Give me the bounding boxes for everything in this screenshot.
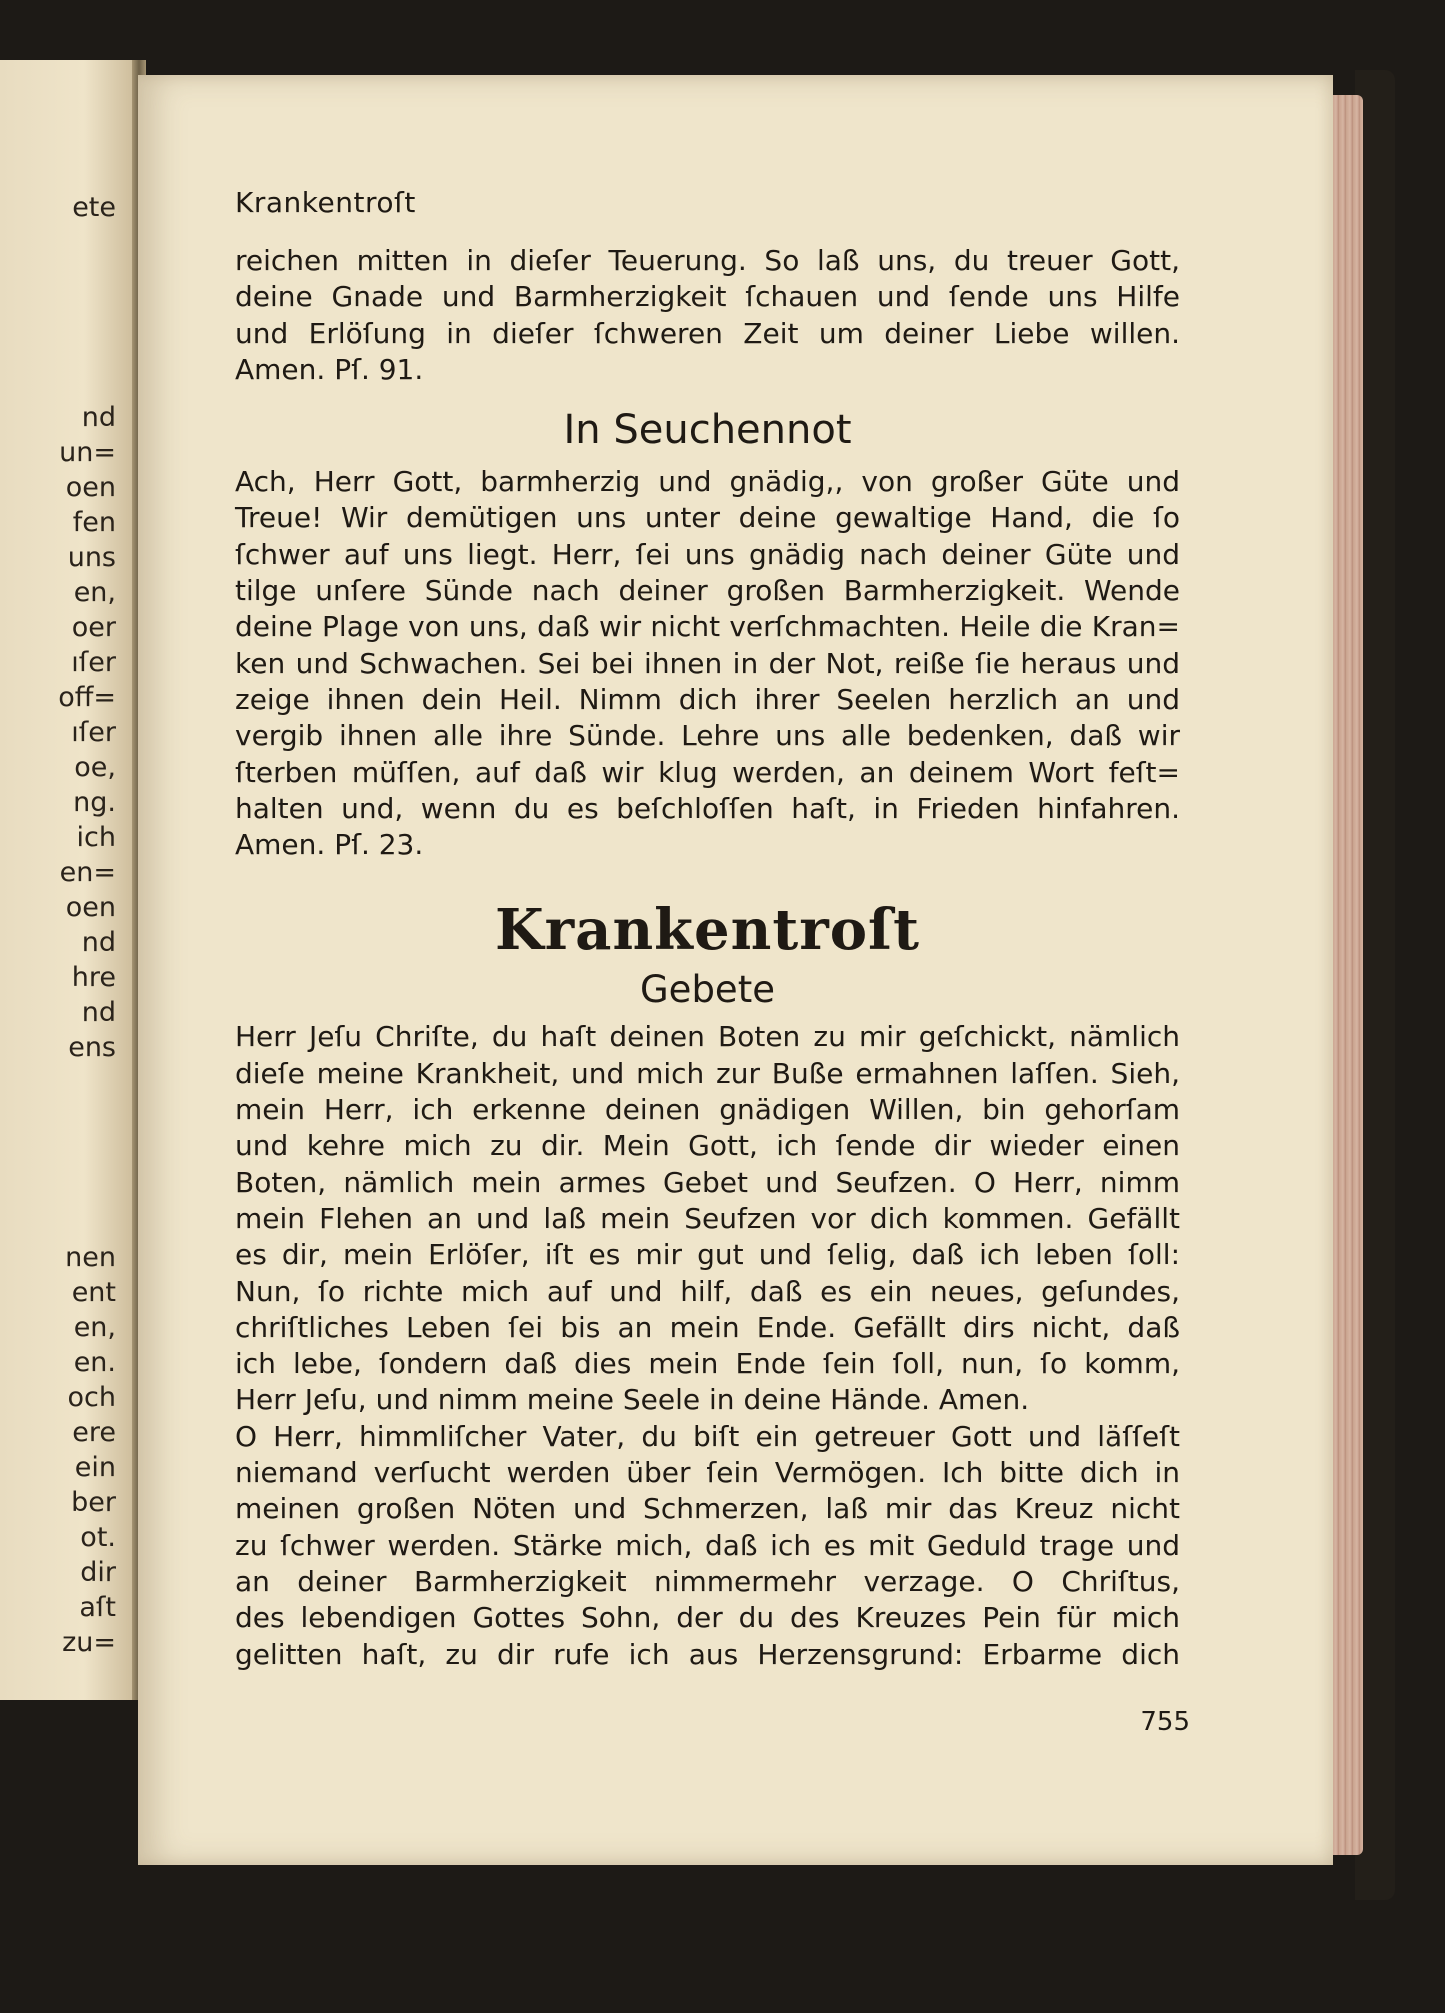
- intro-paragraph: [235, 243, 1180, 388]
- left-edge-fragment: [0, 1205, 116, 1240]
- text-line: ken und Schwachen. Sei bei ihnen in der Not, reiße ſie heraus und: [235, 646, 1180, 680]
- seuchennot-prayer: [235, 464, 1180, 863]
- running-head: Krankentroſt: [235, 186, 416, 219]
- left-edge-fragment: ens: [68, 1032, 116, 1063]
- chapter-subtitle: Gebete: [640, 968, 775, 1012]
- left-page-text-edge: [0, 190, 116, 1660]
- left-edge-fragment: ich: [76, 822, 116, 853]
- text-line: halten und, wenn du es beſchloſſen haſt, in Frieden hinfahren.: [235, 791, 1180, 825]
- left-page: [0, 60, 140, 1700]
- text-line: Herr Jeſu, und nimm meine Seele in deine Hände. Amen.: [235, 1383, 1030, 1417]
- text-line: dieſe meine Krankheit, und mich zur Buße ermahnen laſſen. Sieh,: [235, 1056, 1180, 1090]
- left-edge-fragment: uns: [67, 542, 116, 573]
- left-edge-fragment: ıſer: [71, 717, 116, 748]
- text-line: Amen. Pſ. 91.: [235, 352, 424, 386]
- section-title-seuchennot: In Seuchennot: [563, 407, 852, 454]
- chapter-title: Krankentroſt: [495, 897, 920, 964]
- text-line: tilge unſere Sünde nach deiner großen Barmherzigkeit. Wende: [235, 574, 1180, 608]
- text-line: Treue! Wir demütigen uns unter deine gewaltige Hand, die ſo: [235, 501, 1180, 535]
- left-edge-fragment: en,: [73, 577, 116, 608]
- prayer-one: [235, 1019, 1180, 1418]
- text-line: ſterben müſſen, auf daß wir klug werden, an deinem Wort feſt=: [235, 755, 1180, 789]
- left-edge-fragment: [0, 260, 116, 295]
- left-edge-fragment: off=: [58, 682, 116, 713]
- text-line: O Herr, himmliſcher Vater, du biſt ein getreuer Gott und läſſeſt: [235, 1419, 1180, 1453]
- left-edge-fragment: oen: [65, 892, 116, 923]
- page-content: [235, 185, 1180, 1673]
- text-line: deine Gnade und Barmherzigkeit ſchauen und ſende uns Hilfe: [235, 280, 1180, 314]
- left-edge-fragment: [0, 330, 116, 365]
- text-line: an deiner Barmherzigkeit nimmermehr verzage. O Chriſtus,: [235, 1564, 1180, 1598]
- text-line: zu ſchwer werden. Stärke mich, daß ich es mit Geduld trage und: [235, 1528, 1180, 1562]
- left-edge-fragment: [0, 1135, 116, 1170]
- text-line: Ach, Herr Gott, barmherzig und gnädig,, von großer Güte und: [235, 465, 1180, 499]
- text-line: des lebendigen Gottes Sohn, der du des Kreuzes Pein für mich: [235, 1601, 1180, 1635]
- text-line: Amen. Pſ. 23.: [235, 828, 424, 862]
- left-edge-fragment: [0, 295, 116, 330]
- left-edge-fragment: [0, 1170, 116, 1205]
- text-line: ſchwer auf uns liegt. Herr, ſei uns gnädig nach deiner Güte und: [235, 537, 1180, 571]
- text-line: deine Plage von uns, daß wir nicht verſchmachten. Heile die Kran=: [235, 610, 1180, 644]
- text-line: meinen großen Nöten und Schmerzen, laß mir das Kreuz nicht: [235, 1492, 1180, 1526]
- left-edge-fragment: ere: [72, 1417, 116, 1448]
- text-line: niemand verſucht werden über ſein Vermögen. Ich bitte dich in: [235, 1456, 1180, 1490]
- text-line: Herr Jeſu Chriſte, du haſt deinen Boten zu mir geſchickt, nämlich: [235, 1020, 1180, 1054]
- left-edge-fragment: ot.: [80, 1522, 116, 1553]
- left-edge-fragment: ıſer: [71, 647, 116, 678]
- page-number: 755: [1140, 1707, 1190, 1737]
- left-edge-fragment: nd: [81, 997, 116, 1028]
- left-edge-fragment: nd: [81, 402, 116, 433]
- text-line: gelitten haſt, zu dir rufe ich aus Herzensgrund: Erbarme dich: [235, 1637, 1180, 1671]
- left-edge-fragment: [0, 225, 116, 260]
- left-edge-fragment: en.: [73, 1347, 116, 1378]
- text-line: und kehre mich zu dir. Mein Gott, ich ſende dir wieder einen: [235, 1129, 1180, 1163]
- left-edge-fragment: [0, 1100, 116, 1135]
- left-edge-fragment: un=: [59, 437, 116, 468]
- left-edge-fragment: nd: [81, 927, 116, 958]
- left-edge-fragment: ber: [71, 1487, 116, 1518]
- text-line: zeige ihnen dein Heil. Nimm dich ihrer Seelen herzlich an und: [235, 682, 1180, 716]
- text-line: Boten, nämlich mein armes Gebet und Seufzen. O Herr, nimm: [235, 1165, 1180, 1199]
- text-line: mein Flehen an und laß mein Seufzen vor dich kommen. Gefällt: [235, 1201, 1180, 1235]
- left-edge-fragment: oer: [71, 612, 116, 643]
- left-edge-fragment: [0, 365, 116, 400]
- text-line: reichen mitten in dieſer Teuerung. So laß uns, du treuer Gott,: [235, 244, 1180, 277]
- text-line: vergib ihnen alle ihre Sünde. Lehre uns alle bedenken, daß wir: [235, 719, 1180, 753]
- left-edge-fragment: dir: [80, 1557, 116, 1588]
- left-edge-fragment: ein: [74, 1452, 116, 1483]
- left-edge-fragment: en=: [59, 857, 116, 888]
- left-edge-fragment: [0, 1065, 116, 1100]
- text-line: und Erlöſung in dieſer ſchweren Zeit um deiner Liebe willen.: [235, 316, 1180, 350]
- left-edge-fragment: zu=: [62, 1627, 116, 1658]
- left-edge-fragment: ent: [71, 1277, 116, 1308]
- left-edge-fragment: oe,: [74, 752, 116, 783]
- left-edge-fragment: ng.: [73, 787, 116, 818]
- left-edge-fragment: fen: [72, 507, 116, 538]
- left-edge-fragment: ete: [72, 192, 116, 223]
- left-edge-fragment: aſt: [79, 1592, 116, 1623]
- text-line: mein Herr, ich erkenne deinen gnädigen Willen, bin gehorſam: [235, 1093, 1180, 1127]
- left-edge-fragment: nen: [65, 1242, 116, 1273]
- left-edge-fragment: och: [67, 1382, 116, 1413]
- text-line: es dir, mein Erlöſer, iſt es mir gut und ſelig, daß ich leben ſoll:: [235, 1238, 1180, 1272]
- prayer-two: [235, 1419, 1180, 1673]
- left-edge-fragment: oen: [65, 472, 116, 503]
- text-line: ich lebe, ſondern daß dies mein Ende ſein ſoll, nun, ſo komm,: [235, 1347, 1180, 1381]
- left-edge-fragment: en,: [73, 1312, 116, 1343]
- text-line: Nun, ſo richte mich auf und hilf, daß es ein neues, geſundes,: [235, 1274, 1180, 1308]
- left-edge-fragment: hre: [71, 962, 116, 993]
- text-line: chriſtliches Leben ſei bis an mein Ende. Gefällt dirs nicht, daß: [235, 1310, 1180, 1344]
